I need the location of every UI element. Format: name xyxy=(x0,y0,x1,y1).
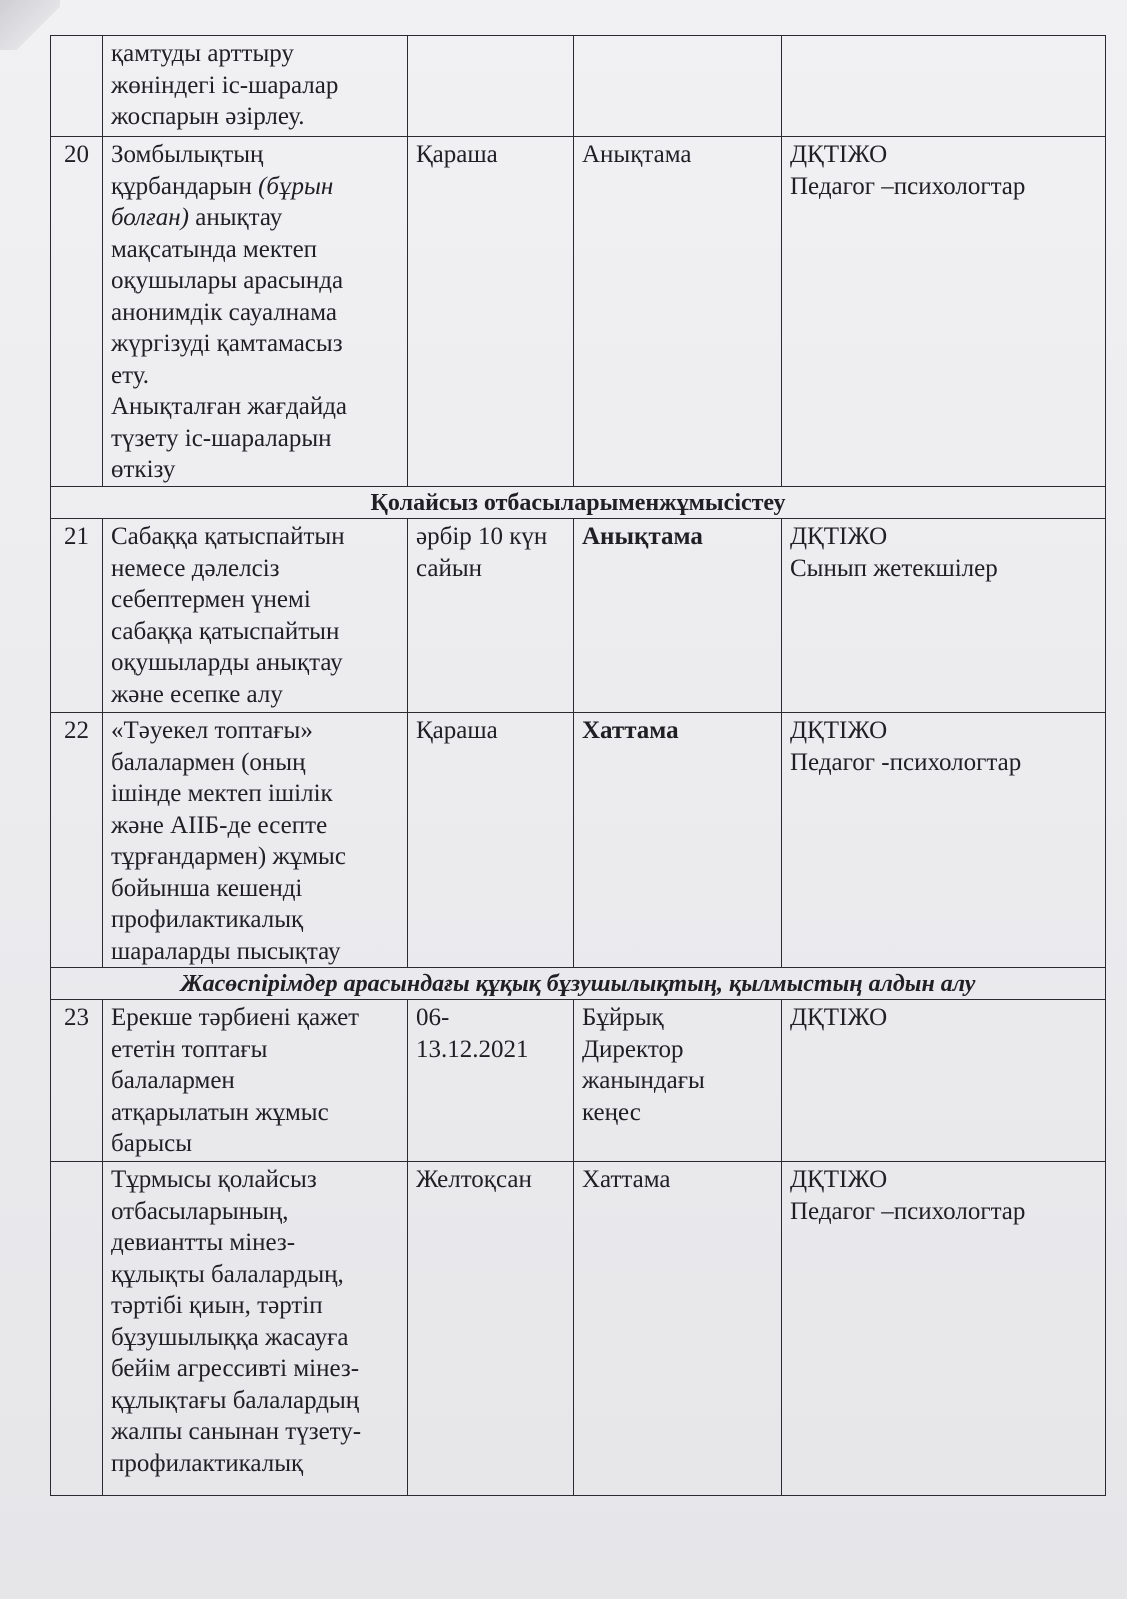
responsible-cell: ДҚТІЖО Педагог –психологтар xyxy=(782,137,1106,487)
form-cell: Хаттама xyxy=(574,713,782,968)
event-cell: Зомбылықтың құрбандарын (бұрын болған) анықтау мақсатында мектеп оқушылары арасында анонимдік сауалнама жүргізуді қамтамасыз ету. Анықталған жағдайда түзету іс-шараларын өткізу xyxy=(103,137,408,487)
table-row xyxy=(51,137,1106,487)
section-heading: Жасөспірімдер арасындағы құқық бұзушылықтың, қылмыстың алдын алу xyxy=(51,968,1106,1000)
row-number: 22 xyxy=(51,713,103,968)
section-row xyxy=(51,968,1106,1000)
row-number: 21 xyxy=(51,519,103,713)
form-cell: Анықтама xyxy=(574,519,782,713)
deadline-cell: Қараша xyxy=(408,137,574,487)
table-row xyxy=(51,1000,1106,1162)
row-number xyxy=(51,1162,103,1496)
event-cell: Ерекше тәрбиені қажет ететін топтағы балалармен атқарылатын жұмыс барысы xyxy=(103,1000,408,1162)
event-cell: Тұрмысы қолайсыз отбасыларының, девиантты мінез- құлықты балалардың, тәртібі қиын, тәртіп бұзушылыққа жасауға бейім агрессивті мінез- құлықтағы балалардың жалпы санынан түзету- профилактикалық xyxy=(103,1162,408,1496)
form-cell: Анықтама xyxy=(574,137,782,487)
table-row xyxy=(51,1162,1106,1496)
deadline-cell: 06- 13.12.2021 xyxy=(408,1000,574,1162)
responsible-cell: ДҚТІЖО Педагог -психологтар xyxy=(782,713,1106,968)
form-cell xyxy=(574,36,782,137)
deadline-cell: әрбір 10 күн сайын xyxy=(408,519,574,713)
event-cell: Сабаққа қатыспайтын немесе дәлелсіз себептермен үнемі сабаққа қатыспайтын оқушыларды анықтау және есепке алу xyxy=(103,519,408,713)
responsible-cell xyxy=(782,36,1106,137)
row-number: 20 xyxy=(51,137,103,487)
row-number: 23 xyxy=(51,1000,103,1162)
event-cell: «Тәуекел топтағы» балалармен (оның ішінде мектеп ішілік және АІІБ-де есепте тұрғандармен) жұмыс бойынша кешенді профилактикалық шараларды пысықтау xyxy=(103,713,408,968)
section-row xyxy=(51,487,1106,519)
table-row xyxy=(51,713,1106,968)
table-row xyxy=(51,519,1106,713)
responsible-cell: ДҚТІЖО Сынып жетекшілер xyxy=(782,519,1106,713)
table-row xyxy=(51,36,1106,137)
deadline-cell: Желтоқсан xyxy=(408,1162,574,1496)
event-cell: қамтуды арттыру жөніндегі іс-шаралар жоспарын әзірлеу. xyxy=(103,36,408,137)
section-heading: Қолайсыз отбасыларыменжұмысістеу xyxy=(51,487,1106,519)
form-cell: Бұйрық Директор жанындағы кеңес xyxy=(574,1000,782,1162)
form-cell: Хаттама xyxy=(574,1162,782,1496)
deadline-cell: Қараша xyxy=(408,713,574,968)
deadline-cell xyxy=(408,36,574,137)
responsible-cell: ДҚТІЖО Педагог –психологтар xyxy=(782,1162,1106,1496)
row-number xyxy=(51,36,103,137)
responsible-cell: ДҚТІЖО xyxy=(782,1000,1106,1162)
plan-table xyxy=(50,35,1106,1496)
